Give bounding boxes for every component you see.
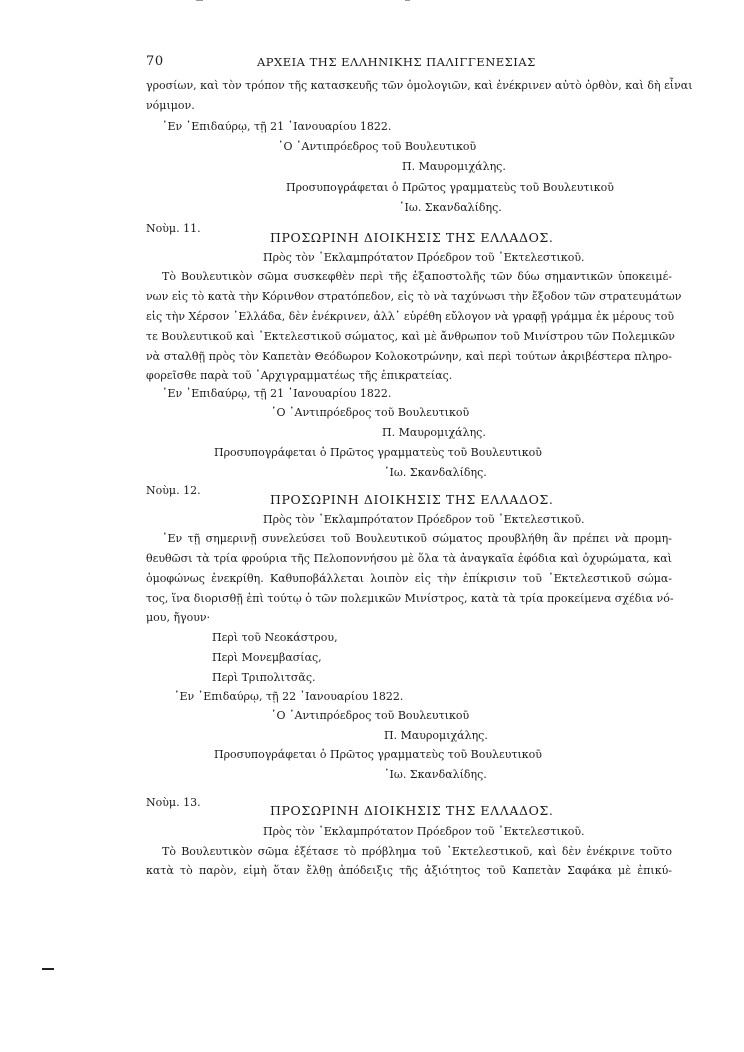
running-title: ΑΡΧΕΙΑ ΤΗΣ ΕΛΛΗΝΙΚΗΣ ΠΑΛΙΓΓΕΝΕΣΙΑΣ <box>257 55 536 69</box>
scan-mark <box>405 0 410 1</box>
secretary-name: ᾿Ιω. Σκανδαλίδης. <box>384 466 487 479</box>
page-number: 70 <box>146 54 164 69</box>
countersign-line: Προσυπογράφεται ὁ Πρῶτος γραμματεὺς τοῦ Βουλευτικοῦ <box>286 181 614 194</box>
document-number: Νοὺμ. 13. <box>146 796 201 809</box>
signature-name: Π. Μαυρομιχάλης. <box>402 160 506 173</box>
paragraph-line: φορεῖσθε παρὰ τοῦ ᾿Αρχιγραμματέως τῆς ἐπικρατείας. <box>146 369 453 382</box>
document-heading: ΠΡΟΣΩΡΙΝΗ ΔΙΟΙΚΗΣΙΣ ΤΗΣ ΕΛΛΑΔΟΣ. <box>270 803 554 818</box>
paragraph-line: θευθῶσι τὰ τρία φρούρια τῆς Πελοποννήσου μὲ ὅλα τὰ ἀναγκαῖα ἐφόδια καὶ ὀχυρώματα, καὶ <box>146 552 672 565</box>
paragraph-line: τε Βουλευτικοῦ καὶ ᾿Εκτελεστικοῦ σώματος, καὶ μὲ ἄνθρωπον τοῦ Μινίστρου τῶν Πολεμικῶν <box>146 330 675 343</box>
list-item: Περὶ Τριπολιτσᾶς. <box>212 671 316 684</box>
date-line: ᾿Εν ᾿Επιδαύρῳ, τῇ 21 ᾿Ιανουαρίου 1822. <box>162 387 392 400</box>
addressee-line: Πρὸς τὸν ᾿Εκλαμπρότατον Πρόεδρον τοῦ ᾿Εκτελεστικοῦ. <box>263 825 585 838</box>
list-item: Περὶ Μονεμβασίας, <box>212 651 322 664</box>
countersign-line: Προσυπογράφεται ὁ Πρῶτος γραμματεὺς τοῦ Βουλευτικοῦ <box>214 748 542 761</box>
document-heading: ΠΡΟΣΩΡΙΝΗ ΔΙΟΙΚΗΣΙΣ ΤΗΣ ΕΛΛΑΔΟΣ. <box>270 230 554 245</box>
signature-title: ῾Ο ᾿Αντιπρόεδρος τοῦ Βουλευτικοῦ <box>278 140 477 153</box>
date-line: ᾿Εν ᾿Επιδαύρῳ, τῇ 21 ᾿Ιανουαρίου 1822. <box>162 120 392 133</box>
paragraph-line: Τὸ Βουλευτικὸν σῶμα συσκεφθὲν περὶ τῆς ἐξαποστολῆς τῶν δύω σημαντικῶν ὑποκειμέ- <box>162 270 672 283</box>
signature-name: Π. Μαυρομιχάλης. <box>384 729 488 742</box>
signature-title: ῾Ο ᾿Αντιπρόεδρος τοῦ Βουλευτικοῦ <box>271 709 470 722</box>
paragraph-line: μου, ἤγουν· <box>146 611 211 624</box>
paragraph-line: νων εἰς τὸ κατὰ τὴν Κόρινθον στρατόπεδον, εἰς τὸ νὰ ταχύνωσι τὴν ἔξοδον τῶν στρατευμάτων <box>146 290 682 303</box>
paragraph-line: εἰς τὴν Χέρσον ᾿Ελλάδα, δὲν ἐνέκρινεν, ἀλλ᾿ εὑρέθη εὔλογον νὰ γραφῇ γράμμα ἐκ μέρους τοῦ <box>146 310 675 323</box>
document-number: Νοὺμ. 11. <box>146 222 201 235</box>
signature-name: Π. Μαυρομιχάλης. <box>382 426 486 439</box>
secretary-name: ᾿Ιω. Σκανδαλίδης. <box>384 768 487 781</box>
document-heading: ΠΡΟΣΩΡΙΝΗ ΔΙΟΙΚΗΣΙΣ ΤΗΣ ΕΛΛΑΔΟΣ. <box>270 492 554 507</box>
date-line: ᾿Εν ᾿Επιδαύρῳ, τῇ 22 ᾿Ιανουαρίου 1822. <box>174 690 404 703</box>
list-item: Περὶ τοῦ Νεοκάστρου, <box>212 631 338 644</box>
paragraph-line: τος, ἵνα διορισθῇ ἐπὶ τούτῳ ὁ τῶν πολεμικῶν Μινίστρος, κατὰ τὰ τρία προκείμενα σχέδια νό- <box>146 592 674 605</box>
paragraph-line: Τὸ Βουλευτικὸν σῶμα ἐξέτασε τὸ πρόβλημα τοῦ ᾿Εκτελεστικοῦ, καὶ δὲν ἐνέκρινε τοῦτο <box>162 845 672 858</box>
addressee-line: Πρὸς τὸν ᾿Εκλαμπρότατον Πρόεδρον τοῦ ᾿Εκτελεστικοῦ. <box>263 251 585 264</box>
secretary-name: ᾿Ιω. Σκανδαλίδης. <box>399 201 502 214</box>
addressee-line: Πρὸς τὸν ᾿Εκλαμπρότατον Πρόεδρον τοῦ ᾿Εκτελεστικοῦ. <box>263 513 585 526</box>
paragraph-line: ᾿Εν τῇ σημερινῇ συνελεύσει τοῦ Βουλευτικοῦ σώματος προυβλήθη ἂν πρέπει νὰ προμη- <box>162 532 672 545</box>
countersign-line: Προσυπογράφεται ὁ Πρῶτος γραμματεὺς τοῦ Βουλευτικοῦ <box>214 446 542 459</box>
paragraph-line: γροσίων, καὶ τὸν τρόπον τῆς κατασκευῆς τῶν ὁμολογιῶν, καὶ ἐνέκρινεν αὐτὸ ὀρθὸν, καὶ δὴ εἶναι <box>146 79 693 92</box>
signature-title: ῾Ο ᾿Αντιπρόεδρος τοῦ Βουλευτικοῦ <box>271 406 470 419</box>
paragraph-line: νὰ σταλθῇ πρὸς τὸν Καπετὰν Θεόδωρον Κολοκοτρώνην, καὶ περὶ τούτων ἀκριβέστερα πληρο- <box>146 350 672 363</box>
paragraph-line: νόμιμον. <box>146 99 195 112</box>
scan-mark <box>42 968 54 970</box>
paragraph-line: κατὰ τὸ παρὸν, εἰμὴ ὅταν ἔλθῃ ἀπόδειξις τῆς ἀξιότητος τοῦ Καπετὰν Σαφάκα μὲ ἐπικύ- <box>146 864 672 877</box>
document-number: Νοὺμ. 12. <box>146 484 201 497</box>
paragraph-line: ὁμοφώνως ἐνεκρίθη. Καθυποβάλλεται λοιπὸν εἰς τὴν ἐπίκρισιν τοῦ ᾿Εκτελεστικοῦ σώμα- <box>146 572 672 585</box>
scan-mark <box>196 0 203 1</box>
